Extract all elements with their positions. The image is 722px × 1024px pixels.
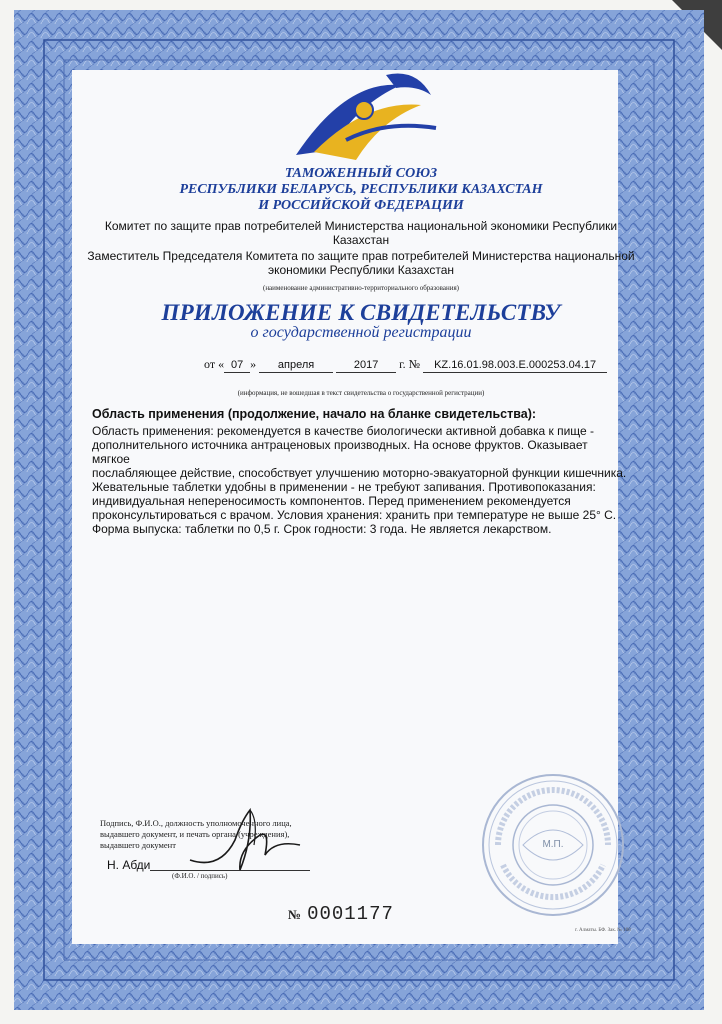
date-year-suffix: г. [399, 357, 406, 371]
signature-label-line3: выдавшего документ [100, 840, 176, 850]
document-subtitle: о государственной регистрации [250, 324, 472, 341]
deputy-line2: экономики Республики Казахстан [267, 263, 455, 277]
scope-line: Жевательные таблетки удобны в применении - не требуют запивания. Противопоказания: [92, 480, 596, 494]
document-title: ПРИЛОЖЕНИЕ К СВИДЕТЕЛЬСТВУ [161, 300, 561, 325]
union-title-line3: И РОССИЙСКОЙ ФЕДЕРАЦИИ [258, 198, 464, 213]
scope-section [92, 407, 628, 536]
date-quote-close: » [250, 357, 257, 371]
serial-symbol: № [288, 907, 302, 922]
stamp-label: М.П. [542, 839, 564, 850]
date-year: 2017 [336, 359, 396, 373]
union-title-line1: ТАМОЖЕННЫЙ СОЮЗ [284, 166, 438, 181]
signature-caption: (Ф.И.О. / подпись) [172, 872, 228, 880]
scope-line: проконсультироваться с врачом. Условия хранения: хранить при температуре не выше 25° С. [92, 508, 617, 522]
signatory-name: Н. Абди [107, 858, 151, 872]
scope-line: дополнительного источника антраценовых производных. На основе фруктов. Оказывает мягкое [92, 438, 588, 466]
signature-label-line2: выдавшего документ, и печать органа (учреждения), [100, 829, 290, 839]
committee-line1: Комитет по защите прав потребителей Министерства национальной экономики Республики [104, 219, 618, 233]
deputy-line1: Заместитель Председателя Комитета по защите прав потребителей Министерства национальной [87, 249, 635, 263]
scope-line: послабляющее действие, способствует улучшению моторно-эвакуаторной функции кишечника. [92, 466, 627, 480]
scope-line: Область применения: рекомендуется в качестве биологически активной добавка к пище - [92, 424, 595, 438]
scope-heading: Область применения (продолжение, начало на бланке свидетельства): [92, 407, 537, 421]
customs-union-emblem [286, 70, 446, 170]
serial-value: 0001177 [307, 903, 394, 925]
info-caption: (информация, не вошедшая в текст свидетельства о государственной регистрации) [237, 389, 485, 397]
signature-label-line1: Подпись, Ф.И.О., должность уполномоченного лица, [100, 818, 292, 828]
registration-number: KZ.16.01.98.003.Е.000253.04.17 [423, 359, 607, 373]
admin-caption: (наименование административно-территориального образования) [262, 284, 459, 292]
date-month: апреля [259, 359, 333, 373]
blank-serial-number [288, 903, 394, 925]
committee-line2: Казахстан [332, 233, 390, 247]
scope-line: Форма выпуска: таблетки по 0,5 г. Срок годности: 3 года. Не является лекарством. [92, 522, 552, 536]
date-day: 07 [224, 359, 250, 373]
scope-line: индивидуальная непереносимость компонентов. Перед применением рекомендуется [92, 494, 571, 508]
printer-imprint: г. Алматы. БФ. Зак. № 108 [575, 928, 631, 933]
date-prefix: от « [204, 357, 225, 371]
handwritten-signature [180, 800, 310, 880]
registration-date-line [204, 357, 607, 373]
union-title-line2: РЕСПУБЛИКИ БЕЛАРУСЬ, РЕСПУБЛИКИ КАЗАХСТАН [179, 182, 543, 197]
number-label: № [408, 357, 421, 371]
